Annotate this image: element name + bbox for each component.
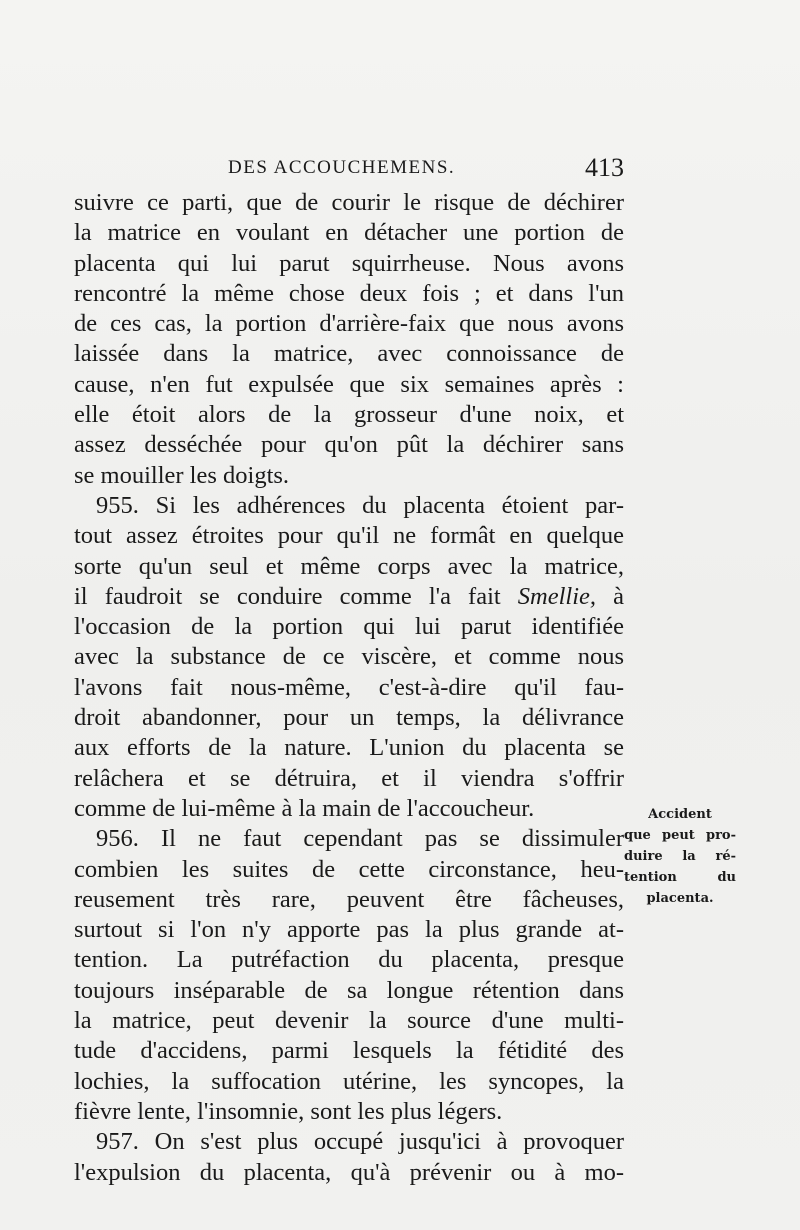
text-line: combien les suites de cette circonstance, heu-	[74, 855, 624, 883]
text-line: reusement très rare, peuvent être fâcheuses,	[74, 885, 624, 913]
paragraph-start-956: 956. Il ne faut cependant pas se dissimuler	[96, 825, 624, 853]
text-line: tude d'accidens, parmi lesquels la fétidité des	[74, 1037, 624, 1065]
text-line: sorte qu'un seul et même corps avec la matrice,	[74, 552, 624, 580]
text-line: laissée dans la matrice, avec connoissance de	[74, 340, 624, 368]
text-line: la matrice, peut devenir la source d'une multi-	[74, 1007, 624, 1035]
text-line: placenta qui lui parut squirrheuse. Nous avons	[74, 249, 624, 277]
text-line: relâchera et se détruira, et il viendra s'offrir	[74, 764, 624, 792]
text-line: avec la substance de ce viscère, et comme nous	[74, 643, 624, 671]
text-line: aux efforts de la nature. L'union du placenta se	[74, 734, 624, 762]
text-line: suivre ce parti, que de courir le risque de déchirer	[74, 189, 624, 216]
body-text	[74, 188, 624, 1188]
text-line: toujours inséparable de sa longue rétention dans	[74, 976, 624, 1004]
text-line: lochies, la suffocation utérine, les syncopes, la	[74, 1067, 624, 1095]
text-line: tout assez étroites pour qu'il ne formât en quelque	[74, 522, 624, 550]
paragraph-start-957: 957. On s'est plus occupé jusqu'ici à provoquer	[96, 1128, 624, 1156]
text-line: de ces cas, la portion d'arrière-faix que nous avons	[74, 310, 624, 338]
page-number: 413	[585, 153, 624, 182]
text-line: se mouiller les doigts.	[74, 461, 290, 489]
margin-note-line: duire la ré-	[624, 849, 736, 864]
running-title: DES ACCOUCHEMENS.	[228, 157, 456, 178]
text-line: comme de lui-même à la main de l'accoucheur.	[74, 794, 535, 822]
text-line: assez desséchée pour qu'on pût la déchirer sans	[74, 431, 624, 459]
text-segment: à	[613, 582, 624, 610]
text-line: l'avons fait nous-même, c'est-à-dire qu'il fau-	[74, 673, 624, 701]
text-line: droit abandonner, pour un temps, la délivrance	[74, 704, 624, 732]
running-head	[228, 153, 624, 187]
paragraph-start-955: 955. Si les adhérences du placenta étoient par-	[96, 491, 624, 519]
text-segment: il faudroit se conduire comme l'a fait	[74, 582, 501, 610]
text-line: fièvre lente, l'insomnie, sont les plus légers.	[74, 1097, 503, 1125]
text-line-smellie	[74, 582, 624, 612]
margin-note-line: tention du	[624, 870, 736, 885]
text-line: l'expulsion du placenta, qu'à prévenir ou à mo-	[74, 1158, 624, 1186]
text-line: rencontré la même chose deux fois ; et dans l'un	[74, 279, 624, 307]
margin-note-line: placenta.	[646, 891, 714, 906]
margin-note	[624, 804, 736, 909]
text-line: tention. La putréfaction du placenta, presque	[74, 946, 624, 974]
text-line: surtout si l'on n'y apporte pas la plus grande at-	[74, 916, 624, 944]
text-line: la matrice en voulant en détacher une portion de	[74, 219, 624, 247]
margin-note-line: que peut pro-	[624, 828, 736, 843]
author-name-smellie: Smellie,	[517, 582, 597, 610]
margin-note-line: Accident	[648, 807, 712, 822]
text-line: elle étoit alors de la grosseur d'une noix, et	[74, 401, 624, 429]
text-line: l'occasion de la portion qui lui parut identifiée	[74, 613, 624, 641]
text-line: cause, n'en fut expulsée que six semaines après :	[74, 370, 624, 398]
